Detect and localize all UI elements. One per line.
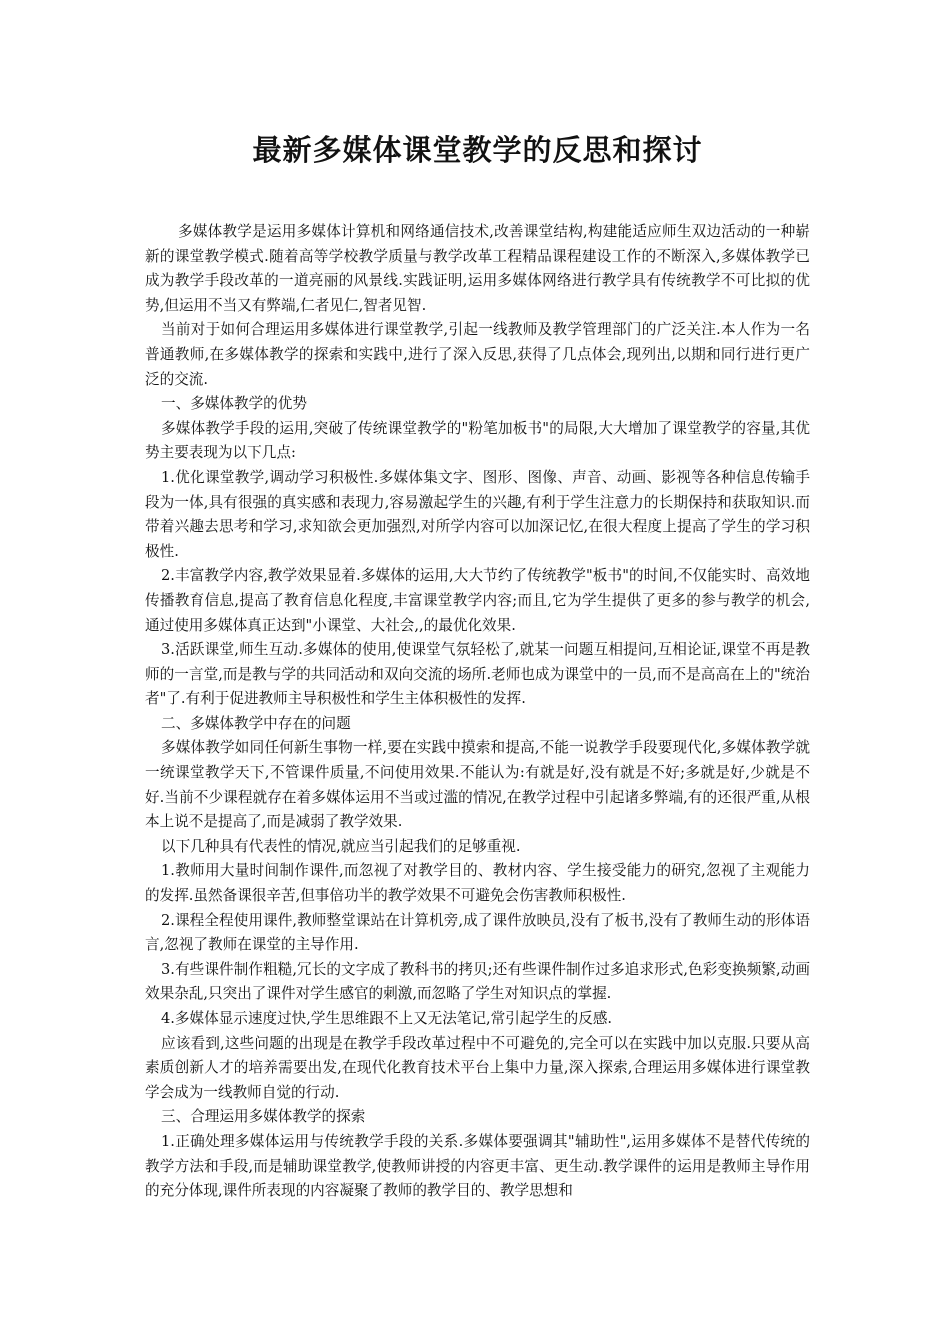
paragraph: 多媒体教学手段的运用,突破了传统课堂教学的"粉笔加板书"的局限,大大增加了课堂教学的容量,其优势主要表现为以下几点:: [145, 419, 810, 462]
paragraph: 3.活跃课堂,师生互动.多媒体的使用,使课堂气氛轻松了,就某一问题互相提问,互相论证,课堂不再是教师的一言堂,而是教与学的共同活动和双向交流的场所.老师也成为课堂中的一员,而不是高高在上的"统治者"了.有利于促进教师主导积极性和学生主体积极性的发挥.: [145, 641, 810, 708]
paragraph: 以下几种具有代表性的情况,就应当引起我们的足够重视.: [161, 837, 521, 855]
paragraph: 2.丰富教学内容,教学效果显着.多媒体的运用,大大节约了传统教学"板书"的时间,不仅能实时、高效地传播教育信息,提高了教育信息化程度,丰富课堂教学内容;而且,它为学生提供了更多的参与教学的机会,通过使用多媒体真正达到"小课堂、大社会,,的最优化效果.: [145, 567, 810, 634]
paragraph: 1.教师用大量时间制作课件,而忽视了对教学目的、教材内容、学生接受能力的研究,忽视了主观能力的发挥.虽然备课很辛苦,但事倍功半的教学效果不可避免会伤害教师积极性.: [145, 862, 810, 905]
paragraph: 3.有些课件制作粗糙,冗长的文字成了教科书的拷贝;还有些课件制作过多追求形式,色彩变换频繁,动画效果杂乱,只突出了课件对学生感官的刺激,而忽略了学生对知识点的掌握.: [145, 960, 810, 1003]
document-title: 最新多媒体课堂教学的反思和探讨: [252, 133, 703, 167]
paragraph: 1.优化课堂教学,调动学习积极性.多媒体集文字、图形、图像、声音、动画、影视等各种信息传输手段为一体,具有很强的真实感和表现力,容易激起学生的兴趣,有利于学生注意力的长期保持和获取知识.而带着兴趣去思考和学习,求知欲会更加强烈,对所学内容可以加深记忆,在很大程度上提高了学生的学习积极性.: [145, 468, 810, 560]
paragraph: 三、合理运用多媒体教学的探索: [161, 1108, 366, 1126]
paragraph: 当前对于如何合理运用多媒体进行课堂教学,引起一线教师及教学管理部门的广泛关注.本人作为一名普通教师,在多媒体教学的探索和实践中,进行了深入反思,获得了几点体会,现列出,以期和同行进行更广泛的交流.: [145, 321, 810, 388]
document-page: [145, 0, 810, 1204]
document-body: [145, 220, 810, 1204]
paragraph: 多媒体教学如同任何新生事物一样,要在实践中摸索和提高,不能一说教学手段要现代化,多媒体教学就一统课堂教学天下,不管课件质量,不问使用效果.不能认为:有就是好,没有就是不好;多就是好,少就是不好.当前不少课程就存在着多媒体运用不当或过滥的情况,在教学过程中引起诸多弊端,有的还很严重,从根本上说不是提高了,而是减弱了教学效果.: [145, 739, 810, 831]
paragraph: 1.正确处理多媒体运用与传统教学手段的关系.多媒体要强调其"辅助性",运用多媒体不是替代传统的教学方法和手段,而是辅助课堂教学,使教师讲授的内容更丰富、更生动.教学课件的运用是教师主导作用的充分体现,课件所表现的内容凝聚了教师的教学目的、教学思想和: [145, 1132, 810, 1200]
paragraph: 二、多媒体教学中存在的问题: [161, 714, 351, 732]
paragraph: 2.课程全程使用课件,教师整堂课站在计算机旁,成了课件放映员,没有了板书,没有了教师生动的形体语言,忽视了教师在课堂的主导作用.: [145, 911, 810, 954]
paragraph: 应该看到,这些问题的出现是在教学手段改革过程中不可避免的,完全可以在实践中加以克服.只要从高素质创新人才的培养需要出发,在现代化教育技术平台上集中力量,深入探索,合理运用多媒体进行课堂教学会成为一线教师自觉的行动.: [145, 1034, 810, 1101]
paragraph: 4.多媒体显示速度过快,学生思维跟不上又无法笔记,常引起学生的反感.: [161, 1010, 613, 1027]
paragraph: 多媒体教学是运用多媒体计算机和网络通信技术,改善课堂结构,构建能适应师生双边活动的一种崭新的课堂教学模式.随着高等学校教学质量与教学改革工程精品课程建设工作的不断深入,多媒体教学已成为教学手段改革的一道亮丽的风景线.实践证明,运用多媒体网络进行教学具有传统教学不可比拟的优势,但运用不当又有弊端,仁者见仁,智者见智.: [145, 223, 810, 314]
paragraph: 一、多媒体教学的优势: [161, 395, 307, 413]
